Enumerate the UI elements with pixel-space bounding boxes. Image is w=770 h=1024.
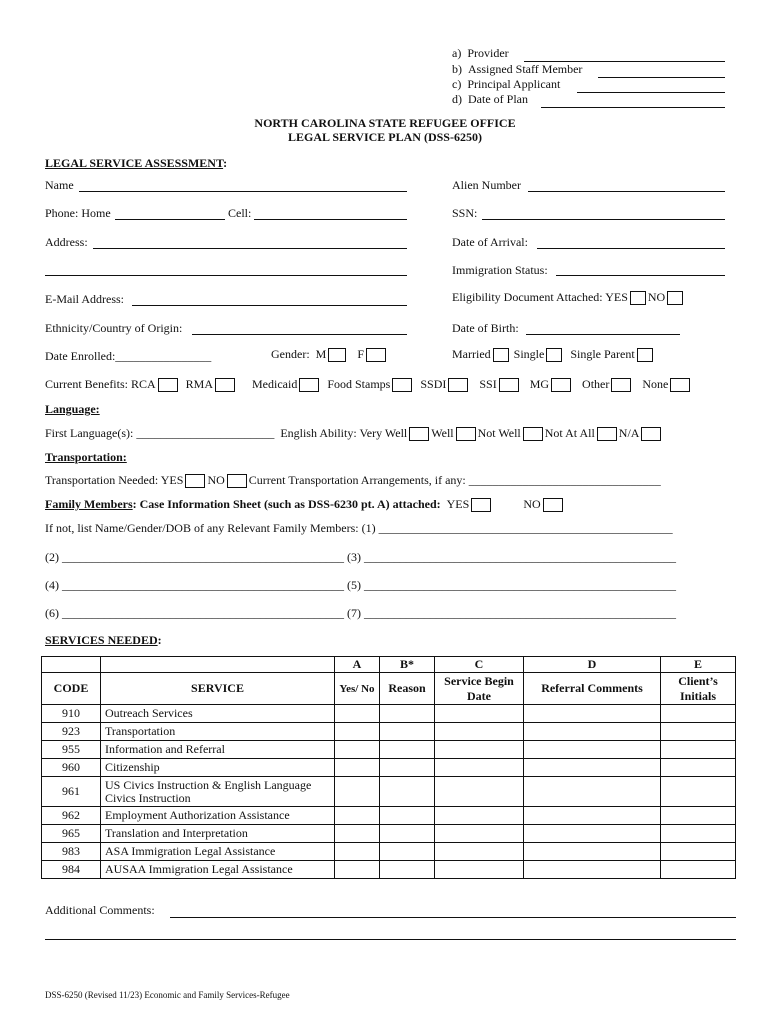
- service-row: [42, 723, 736, 741]
- service-cell[interactable]: [661, 759, 736, 777]
- service-name: Outreach Services: [101, 705, 335, 723]
- email-input[interactable]: [132, 294, 407, 306]
- services-heading: SERVICES NEEDED:: [45, 633, 162, 647]
- service-cell[interactable]: [524, 861, 661, 879]
- alien-number-input[interactable]: [528, 180, 725, 192]
- service-cell[interactable]: [380, 741, 435, 759]
- service-name: Information and Referral: [101, 741, 335, 759]
- eligibility-yes-checkbox[interactable]: [630, 291, 646, 305]
- not-well-checkbox[interactable]: [523, 427, 543, 441]
- ssn-label: SSN:: [452, 206, 478, 220]
- service-name: AUSAA Immigration Legal Assistance: [101, 861, 335, 879]
- medicaid-checkbox[interactable]: [299, 378, 319, 392]
- assessment-heading: LEGAL SERVICE ASSESSMENT:: [45, 156, 228, 170]
- single-parent-checkbox[interactable]: [637, 348, 653, 362]
- service-code: 960: [42, 759, 101, 777]
- ethnicity-label: Ethnicity/Country of Origin:: [45, 321, 183, 335]
- additional-comments-input[interactable]: [170, 906, 736, 918]
- family-row-3[interactable]: (4) _______________________________________________ (5) ____________________________________________________: [45, 578, 676, 592]
- service-cell[interactable]: [380, 777, 435, 807]
- service-cell[interactable]: [524, 741, 661, 759]
- col-c-header: C: [435, 657, 524, 673]
- begin-date-header: Service Begin Date: [435, 673, 524, 705]
- service-cell[interactable]: [661, 723, 736, 741]
- service-cell[interactable]: [661, 705, 736, 723]
- service-cell[interactable]: [661, 741, 736, 759]
- eligibility-no-checkbox[interactable]: [667, 291, 683, 305]
- language-row: First Language(s): _______________________ English Ability: Very Well Well Not Well Not At All N/A: [45, 426, 663, 441]
- service-code: 955: [42, 741, 101, 759]
- principal-applicant-input[interactable]: [577, 81, 725, 93]
- referral-header: Referral Comments: [524, 673, 661, 705]
- dob-label: Date of Birth:: [452, 321, 519, 335]
- col-b-header: B*: [380, 657, 435, 673]
- field-date-of-plan: d) Date of Plan: [452, 92, 528, 106]
- service-cell[interactable]: [435, 843, 524, 861]
- service-header: SERVICE: [101, 673, 335, 705]
- gender-f-checkbox[interactable]: [366, 348, 386, 362]
- mg-checkbox[interactable]: [551, 378, 571, 392]
- field-provider: a) Provider: [452, 46, 509, 60]
- transport-no-checkbox[interactable]: [227, 474, 247, 488]
- service-code: 983: [42, 843, 101, 861]
- family-no-checkbox[interactable]: [543, 498, 563, 512]
- service-cell[interactable]: [380, 705, 435, 723]
- service-name: ASA Immigration Legal Assistance: [101, 843, 335, 861]
- married-checkbox[interactable]: [493, 348, 509, 362]
- service-cell[interactable]: [435, 861, 524, 879]
- family-list-intro[interactable]: If not, list Name/Gender/DOB of any Relevant Family Members: (1) _________________________________________________: [45, 521, 673, 535]
- service-code: 965: [42, 825, 101, 843]
- transportation-row: Transportation Needed: YES NO Current Transportation Arrangements, if any: ________________________________: [45, 473, 661, 487]
- well-checkbox[interactable]: [456, 427, 476, 441]
- service-cell[interactable]: [435, 759, 524, 777]
- date-of-arrival-label: Date of Arrival:: [452, 235, 528, 249]
- dob-input[interactable]: [526, 323, 680, 335]
- field-principal-applicant: c) Principal Applicant: [452, 77, 561, 91]
- reason-header: Reason: [380, 673, 435, 705]
- service-row: [42, 825, 736, 843]
- family-row: Family Members: Case Information Sheet (such as DSS-6230 pt. A) attached: YES NO: [45, 497, 565, 512]
- phone-home-input[interactable]: [115, 208, 225, 220]
- transportation-heading: Transportation:: [45, 450, 127, 464]
- date-enrolled-field[interactable]: Date Enrolled:________________: [45, 349, 212, 363]
- service-name: Translation and Interpretation: [101, 825, 335, 843]
- service-cell[interactable]: [524, 777, 661, 807]
- alien-number-label: Alien Number: [452, 178, 521, 192]
- service-cell[interactable]: [335, 741, 380, 759]
- code-header: CODE: [42, 673, 101, 705]
- service-code: 961: [42, 777, 101, 807]
- ssi-checkbox[interactable]: [499, 378, 519, 392]
- service-row: [42, 861, 736, 879]
- assigned-staff-input[interactable]: [598, 66, 725, 78]
- gender-row: Gender: M F: [271, 347, 388, 362]
- service-code: 984: [42, 861, 101, 879]
- marital-row: Married Single Single Parent: [452, 347, 655, 362]
- address-label: Address:: [45, 235, 88, 249]
- service-code: 962: [42, 807, 101, 825]
- service-cell[interactable]: [335, 705, 380, 723]
- language-heading: Language:: [45, 402, 100, 416]
- not-at-all-checkbox[interactable]: [597, 427, 617, 441]
- service-row: [42, 777, 736, 807]
- service-cell[interactable]: [335, 777, 380, 807]
- service-name: Transportation: [101, 723, 335, 741]
- address-line2-input[interactable]: [45, 264, 407, 276]
- service-code: 910: [42, 705, 101, 723]
- service-name: Citizenship: [101, 759, 335, 777]
- service-cell[interactable]: [435, 705, 524, 723]
- initials-header: Client’s Initials: [661, 673, 736, 705]
- additional-comments-label: Additional Comments:: [45, 903, 155, 917]
- date-of-plan-input[interactable]: [541, 96, 725, 108]
- service-cell[interactable]: [661, 843, 736, 861]
- service-cell[interactable]: [380, 807, 435, 825]
- rma-checkbox[interactable]: [215, 378, 235, 392]
- cell-label: Cell:: [228, 206, 252, 220]
- service-row: [42, 705, 736, 723]
- service-cell[interactable]: [661, 861, 736, 879]
- service-cell[interactable]: [380, 723, 435, 741]
- col-a-header: A: [335, 657, 380, 673]
- service-row: [42, 759, 736, 777]
- immigration-status-label: Immigration Status:: [452, 263, 548, 277]
- services-table: [41, 656, 736, 879]
- cell-input[interactable]: [254, 208, 407, 220]
- service-cell[interactable]: [435, 723, 524, 741]
- ethnicity-input[interactable]: [192, 323, 407, 335]
- benefits-row: Current Benefits: RCA RMA Medicaid Food Stamps SSDI SSI MG Other None: [45, 377, 692, 392]
- service-cell[interactable]: [524, 723, 661, 741]
- none-checkbox[interactable]: [670, 378, 690, 392]
- footer-form-id: DSS-6250 (Revised 11/23) Economic and Family Services-Refugee: [45, 990, 290, 1000]
- ssdi-checkbox[interactable]: [448, 378, 468, 392]
- service-cell[interactable]: [335, 825, 380, 843]
- yes-no-header: Yes/ No: [335, 673, 380, 705]
- service-cell[interactable]: [661, 807, 736, 825]
- service-cell[interactable]: [335, 861, 380, 879]
- service-row: [42, 807, 736, 825]
- gender-m-checkbox[interactable]: [328, 348, 346, 362]
- address-input[interactable]: [93, 237, 407, 249]
- family-yes-checkbox[interactable]: [471, 498, 491, 512]
- additional-comments-line2[interactable]: [45, 928, 736, 940]
- email-label: E-Mail Address:: [45, 292, 124, 306]
- service-row: [42, 741, 736, 759]
- service-cell[interactable]: [524, 807, 661, 825]
- other-checkbox[interactable]: [611, 378, 631, 392]
- field-assigned-staff: b) Assigned Staff Member: [452, 62, 583, 76]
- service-cell[interactable]: [335, 723, 380, 741]
- service-cell[interactable]: [524, 759, 661, 777]
- name-input[interactable]: [79, 180, 407, 192]
- service-row: [42, 843, 736, 861]
- service-cell[interactable]: [661, 777, 736, 807]
- service-cell[interactable]: [380, 825, 435, 843]
- rca-checkbox[interactable]: [158, 378, 178, 392]
- family-row-4[interactable]: (6) _______________________________________________ (7) ____________________________________________________: [45, 606, 676, 620]
- service-cell[interactable]: [661, 825, 736, 843]
- provider-input[interactable]: [524, 50, 725, 62]
- service-cell[interactable]: [524, 825, 661, 843]
- col-d-header: D: [524, 657, 661, 673]
- service-cell[interactable]: [435, 777, 524, 807]
- col-e-header: E: [661, 657, 736, 673]
- service-cell[interactable]: [380, 759, 435, 777]
- service-cell[interactable]: [524, 705, 661, 723]
- phone-home-label: Phone: Home: [45, 206, 111, 220]
- food-stamps-checkbox[interactable]: [392, 378, 412, 392]
- service-cell[interactable]: [380, 843, 435, 861]
- service-cell[interactable]: [435, 825, 524, 843]
- service-cell[interactable]: [524, 843, 661, 861]
- transport-yes-checkbox[interactable]: [185, 474, 205, 488]
- service-cell[interactable]: [335, 843, 380, 861]
- date-of-arrival-input[interactable]: [537, 237, 725, 249]
- service-name: Employment Authorization Assistance: [101, 807, 335, 825]
- eligibility-row: Eligibility Document Attached: YES NO: [452, 290, 685, 305]
- service-cell[interactable]: [380, 861, 435, 879]
- immigration-status-input[interactable]: [556, 264, 725, 276]
- service-cell[interactable]: [335, 807, 380, 825]
- name-label: Name: [45, 178, 74, 192]
- very-well-checkbox[interactable]: [409, 427, 429, 441]
- service-code: 923: [42, 723, 101, 741]
- service-name: US Civics Instruction & English Language Civics Instruction: [101, 777, 335, 807]
- service-cell[interactable]: [335, 759, 380, 777]
- ssn-input[interactable]: [482, 208, 725, 220]
- single-checkbox[interactable]: [546, 348, 562, 362]
- service-cell[interactable]: [435, 807, 524, 825]
- page-title: NORTH CAROLINA STATE REFUGEE OFFICE: [254, 116, 516, 130]
- service-cell[interactable]: [435, 741, 524, 759]
- na-checkbox[interactable]: [641, 427, 661, 441]
- family-row-2[interactable]: (2) _______________________________________________ (3) ____________________________________________________: [45, 550, 676, 564]
- page-subtitle: LEGAL SERVICE PLAN (DSS-6250): [288, 130, 482, 144]
